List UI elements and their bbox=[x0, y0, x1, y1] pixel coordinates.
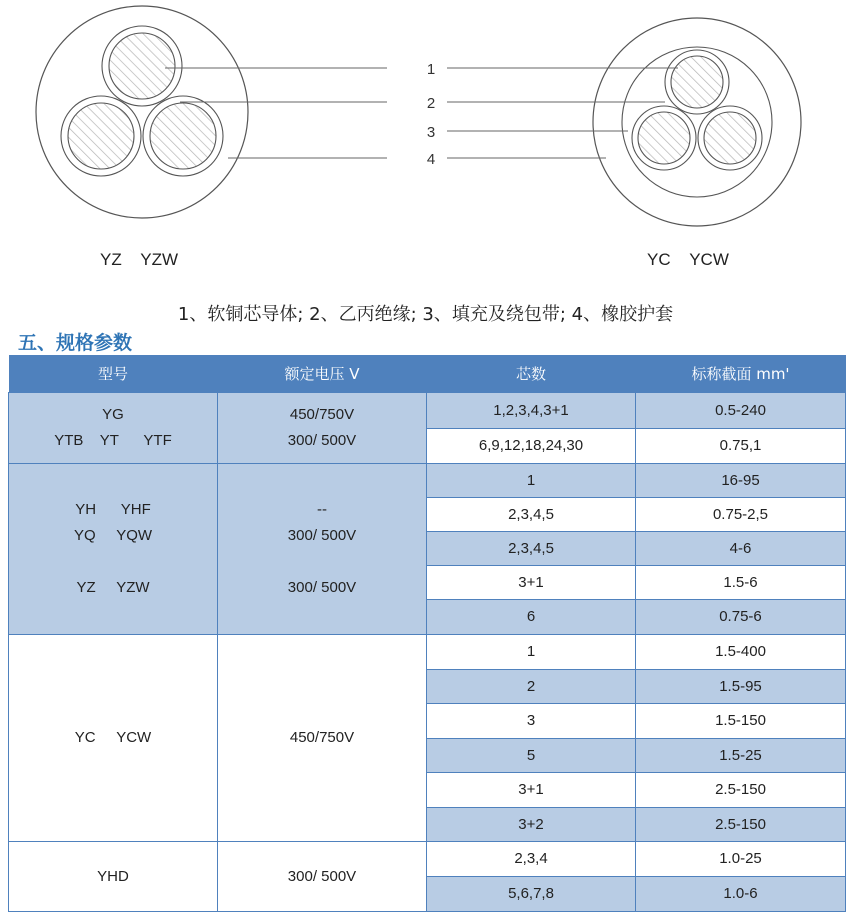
model-name bbox=[9, 549, 217, 575]
cross-section-cell: 1.5-25 bbox=[636, 739, 846, 773]
core-count-cell: 1 bbox=[427, 464, 636, 498]
core-count-cell: 1,2,3,4,3+1 bbox=[427, 393, 636, 429]
header-core-count: 芯数 bbox=[427, 355, 636, 393]
cross-section-cell: 1.5-150 bbox=[636, 704, 846, 739]
callout-2: 2 bbox=[426, 95, 436, 112]
cross-section-cell: 0.75-6 bbox=[636, 600, 846, 635]
core-count-cell: 2 bbox=[427, 670, 636, 704]
model-name: YH YHF bbox=[75, 501, 151, 518]
model-name: YHD bbox=[97, 867, 129, 885]
callout-4: 4 bbox=[426, 151, 436, 168]
core-count-cell: 3+1 bbox=[427, 773, 636, 808]
left-cable-caption: YZ YZW bbox=[100, 250, 179, 269]
voltage-value: 450/750V bbox=[289, 729, 355, 746]
callout-3: 3 bbox=[426, 124, 436, 141]
core-count-cell: 3 bbox=[427, 704, 636, 739]
section-title: 五、规格参数 bbox=[18, 332, 133, 354]
core-count-cell: 1 bbox=[427, 635, 636, 670]
callout-1: 1 bbox=[426, 61, 436, 78]
core-count-cell: 2,3,4 bbox=[427, 842, 636, 877]
table-row bbox=[9, 464, 846, 498]
voltage-value: 300/ 500V bbox=[287, 432, 357, 449]
cross-section-cell: 1.5-400 bbox=[636, 635, 846, 670]
core-count-cell: 3+1 bbox=[427, 566, 636, 600]
model-cell bbox=[9, 635, 218, 842]
cross-section-cell: 1.0-25 bbox=[636, 842, 846, 877]
model-name: YG bbox=[102, 406, 124, 423]
core-count-cell: 3+2 bbox=[427, 808, 636, 842]
model-name: YQ YQW bbox=[73, 527, 153, 544]
cross-section-cell: 0.5-240 bbox=[636, 393, 846, 429]
cross-section-cell: 1.0-6 bbox=[636, 877, 846, 912]
voltage-value bbox=[218, 549, 426, 575]
cross-section-cell: 2.5-150 bbox=[636, 808, 846, 842]
core-count-cell: 2,3,4,5 bbox=[427, 532, 636, 566]
table-header-row bbox=[9, 355, 846, 393]
cross-section-cell: 0.75,1 bbox=[636, 429, 846, 464]
cross-section-cell: 1.5-95 bbox=[636, 670, 846, 704]
voltage-value: 450/750V bbox=[289, 406, 355, 423]
table-row bbox=[9, 842, 846, 877]
voltage-value: -- bbox=[317, 501, 327, 518]
header-cross-section: 标称截面 mm' bbox=[636, 355, 846, 393]
cross-section-cell: 16-95 bbox=[636, 464, 846, 498]
voltage-value: 300/ 500V bbox=[287, 579, 357, 596]
cross-section-cell: 0.75-2,5 bbox=[636, 498, 846, 532]
header-model: 型号 bbox=[9, 355, 218, 393]
left-cable-section bbox=[36, 6, 248, 218]
table-row bbox=[9, 635, 846, 670]
core-count-cell: 6 bbox=[427, 600, 636, 635]
voltage-cell bbox=[218, 635, 427, 842]
model-cell bbox=[9, 842, 218, 912]
voltage-value: 300/ 500V bbox=[287, 867, 357, 885]
voltage-value: 300/ 500V bbox=[287, 527, 357, 544]
core-count-cell: 2,3,4,5 bbox=[427, 498, 636, 532]
component-legend: 1、软铜芯导体; 2、乙丙绝缘; 3、填充及绕包带; 4、橡胶护套 bbox=[177, 304, 674, 325]
table-row bbox=[9, 393, 846, 429]
voltage-cell bbox=[218, 393, 427, 464]
model-name: YTB YT YTF bbox=[54, 432, 172, 449]
cross-section-cell: 1.5-6 bbox=[636, 566, 846, 600]
voltage-cell bbox=[218, 464, 427, 635]
core-count-cell: 5,6,7,8 bbox=[427, 877, 636, 912]
core-count-cell: 5 bbox=[427, 739, 636, 773]
voltage-cell bbox=[218, 842, 427, 912]
header-rated-voltage: 额定电压 V bbox=[218, 355, 427, 393]
cable-cross-section-diagram bbox=[0, 0, 851, 290]
model-name: YC YCW bbox=[74, 729, 152, 746]
cross-section-cell: 2.5-150 bbox=[636, 773, 846, 808]
spec-table bbox=[8, 355, 846, 912]
right-cable-section bbox=[593, 18, 801, 226]
cross-section-cell: 4-6 bbox=[636, 532, 846, 566]
model-cell bbox=[9, 393, 218, 464]
core-count-cell: 6,9,12,18,24,30 bbox=[427, 429, 636, 464]
model-cell bbox=[9, 464, 218, 635]
right-cable-caption: YC YCW bbox=[647, 250, 729, 269]
model-name: YZ YZW bbox=[76, 579, 150, 596]
